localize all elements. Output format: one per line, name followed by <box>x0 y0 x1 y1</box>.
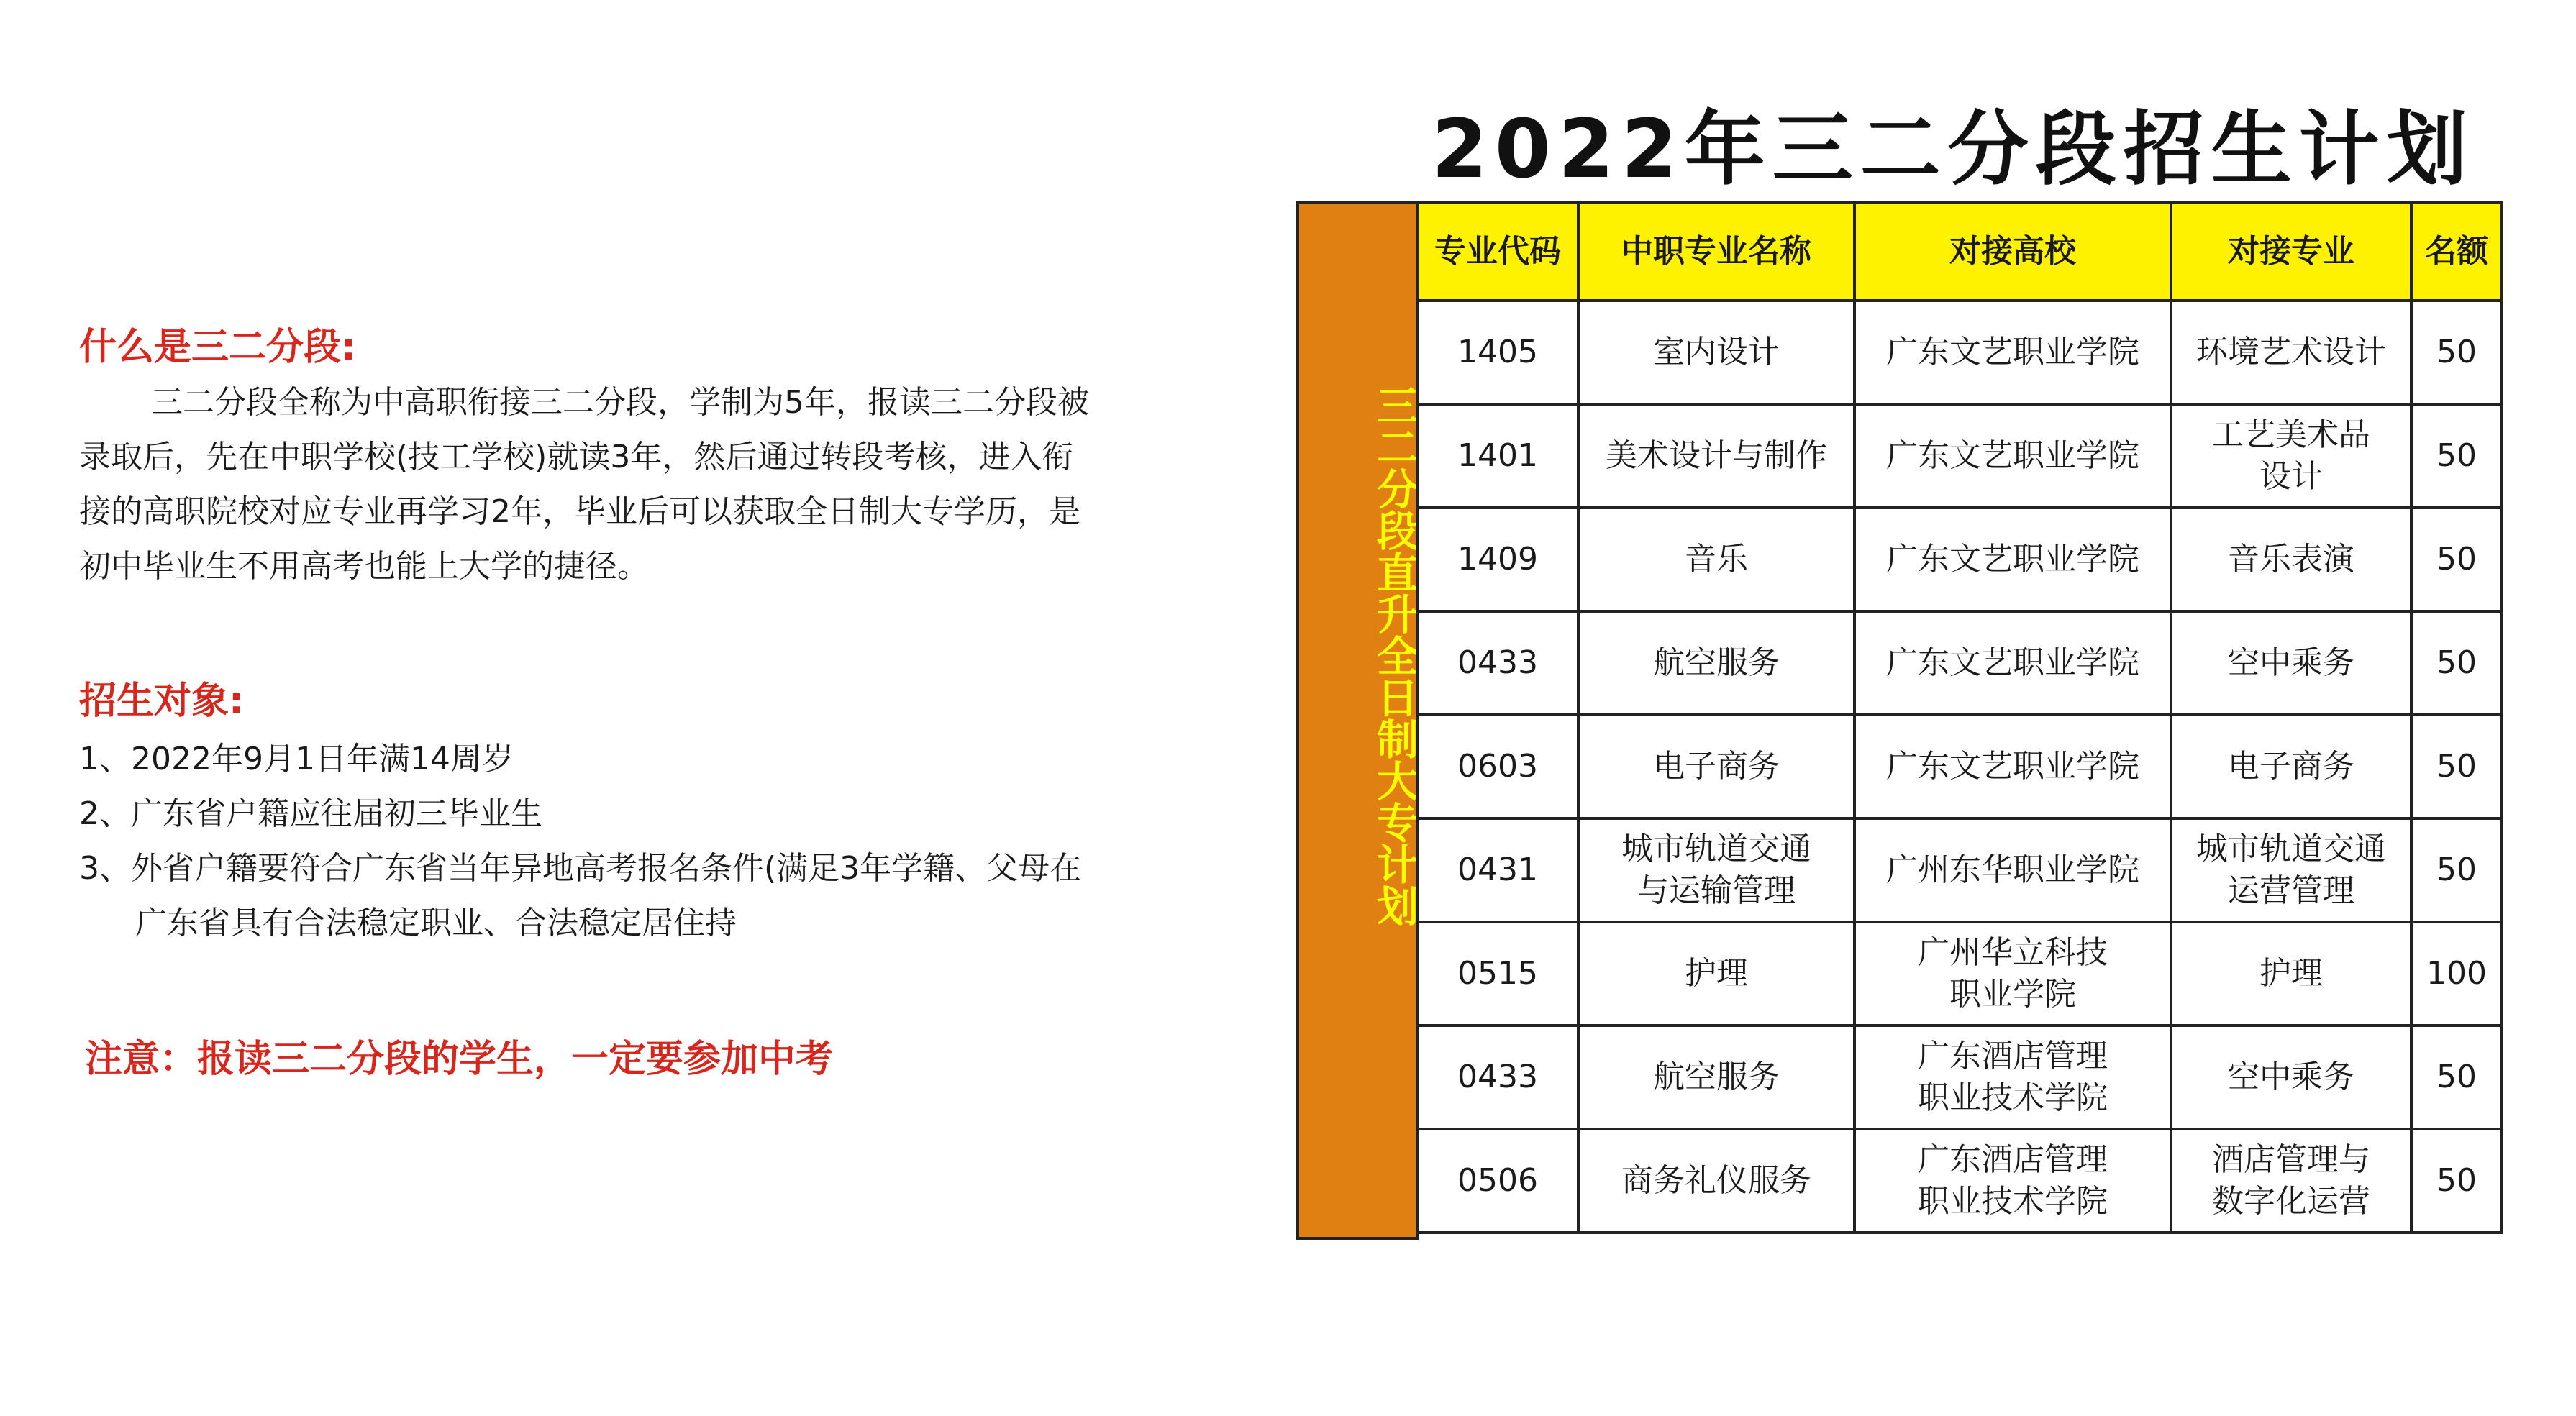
cell-quota: 50 <box>2411 1129 2502 1233</box>
cell-target-major <box>2171 611 2411 715</box>
cell-major-line: 航空服务 <box>1653 1059 1780 1095</box>
cell-college <box>1854 404 2171 508</box>
cell-code: 0431 <box>1417 818 1578 922</box>
side-label-text: 三二分段直升全日制大专计划 <box>1370 384 1419 926</box>
cell-quota: 50 <box>2411 1026 2502 1129</box>
cell-target-major-line: 设计 <box>2259 458 2323 495</box>
cell-quota: 100 <box>2411 922 2502 1026</box>
header-major: 中职专业名称 <box>1578 203 1854 301</box>
cell-code: 1405 <box>1417 301 1578 404</box>
intro-paragraph <box>79 375 1230 594</box>
cell-major <box>1578 818 1854 922</box>
cell-code: 0515 <box>1417 922 1578 1026</box>
cell-target-major-line: 空中乘务 <box>2228 1059 2354 1095</box>
cell-target-major-line: 工艺美术品 <box>2212 416 2370 453</box>
cell-college-line: 职业技术学院 <box>1918 1079 2108 1116</box>
cell-target-major-line: 运营管理 <box>2228 872 2354 909</box>
side-label <box>1299 384 1421 926</box>
cell-code: 0603 <box>1417 715 1578 818</box>
cell-major <box>1578 404 1854 508</box>
cell-college-line: 广东文艺职业学院 <box>1886 541 2139 577</box>
cell-college-line: 广州华立科技 <box>1918 934 2108 971</box>
page-title: 2022年三二分段招生计划 <box>1432 103 2475 196</box>
cell-college <box>1854 715 2171 818</box>
cell-quota: 50 <box>2411 715 2502 818</box>
cell-college <box>1854 1026 2171 1129</box>
header-code: 专业代码 <box>1417 203 1578 301</box>
cell-target-major <box>2171 1026 2411 1129</box>
cell-college-line: 广东酒店管理 <box>1918 1141 2108 1178</box>
cell-major <box>1578 1026 1854 1129</box>
cell-target-major-line: 城市轨道交通 <box>2196 831 2386 867</box>
cell-target-major <box>2171 508 2411 611</box>
cell-major-line: 音乐 <box>1685 541 1748 577</box>
intro-line: 三二分段全称为中高职衔接三二分段，学制为5年，报读三二分段被 <box>151 384 1089 421</box>
cell-code: 0506 <box>1417 1129 1578 1233</box>
cell-major-line: 护理 <box>1685 955 1748 992</box>
cell-major <box>1578 715 1854 818</box>
cell-quota: 50 <box>2411 611 2502 715</box>
table-row <box>1417 1026 2502 1129</box>
cell-major-line: 商务礼仪服务 <box>1621 1162 1811 1199</box>
intro-line: 录取后，先在中职学校(技工学校)就读3年，然后通过转段考核，进入衔 <box>79 439 1074 475</box>
cell-college-line: 广东文艺职业学院 <box>1886 334 2139 370</box>
cell-college <box>1854 508 2171 611</box>
cell-major <box>1578 508 1854 611</box>
cell-major-line: 美术设计与制作 <box>1606 437 1827 474</box>
header-row <box>1417 203 2502 301</box>
audience-item: 3、外省户籍要符合广东省当年异地高考报名条件(满足3年学籍、父母在 <box>79 850 1082 887</box>
audience-item: 2、广东省户籍应往届初三毕业生 <box>79 795 542 832</box>
cell-quota: 50 <box>2411 301 2502 404</box>
cell-college <box>1854 301 2171 404</box>
header-college: 对接高校 <box>1854 203 2171 301</box>
enrollment-plan <box>1296 201 2499 1240</box>
cell-college <box>1854 1129 2171 1233</box>
plan-table <box>1416 201 2503 1234</box>
cell-major <box>1578 301 1854 404</box>
cell-target-major-line: 酒店管理与 <box>2212 1141 2370 1178</box>
cell-target-major-line: 电子商务 <box>2228 748 2354 785</box>
cell-college-line: 广东酒店管理 <box>1918 1038 2108 1074</box>
notice-text: 注意：报读三二分段的学生，一定要参加中考 <box>85 1038 834 1081</box>
header-target-major: 对接专业 <box>2171 203 2411 301</box>
cell-code: 1409 <box>1417 508 1578 611</box>
plan-table-body <box>1417 301 2502 1233</box>
cell-major <box>1578 1129 1854 1233</box>
cell-college <box>1854 922 2171 1026</box>
cell-college-line: 职业技术学院 <box>1918 1183 2108 1220</box>
cell-major <box>1578 611 1854 715</box>
cell-target-major <box>2171 1129 2411 1233</box>
audience-item: 1、2022年9月1日年满14周岁 <box>79 741 514 777</box>
table-row <box>1417 404 2502 508</box>
cell-target-major-line: 护理 <box>2259 955 2323 992</box>
audience-heading: 招生对象: <box>79 680 244 723</box>
cell-quota: 50 <box>2411 508 2502 611</box>
intro-line: 初中毕业生不用高考也能上大学的捷径。 <box>79 548 649 585</box>
audience-item-continuation: 广东省具有合法稳定职业、合法稳定居住持 <box>135 905 737 941</box>
table-row <box>1417 611 2502 715</box>
cell-major-line: 城市轨道交通 <box>1621 831 1811 867</box>
table-row <box>1417 818 2502 922</box>
cell-target-major <box>2171 404 2411 508</box>
intro-heading: 什么是三二分段: <box>79 326 356 369</box>
header-quota: 名额 <box>2411 203 2502 301</box>
cell-major-line: 室内设计 <box>1653 334 1780 370</box>
cell-college <box>1854 818 2171 922</box>
cell-college-line: 广州东华职业学院 <box>1886 851 2139 888</box>
cell-major <box>1578 922 1854 1026</box>
cell-college-line: 广东文艺职业学院 <box>1886 644 2139 681</box>
cell-code: 0433 <box>1417 1026 1578 1129</box>
cell-major-line: 电子商务 <box>1653 748 1780 785</box>
cell-major-line: 航空服务 <box>1653 644 1780 681</box>
side-band <box>1296 201 1419 1240</box>
cell-college <box>1854 611 2171 715</box>
cell-major-line: 与运输管理 <box>1637 872 1796 909</box>
cell-target-major <box>2171 301 2411 404</box>
table-row <box>1417 301 2502 404</box>
cell-target-major-line: 环境艺术设计 <box>2196 334 2386 370</box>
cell-target-major-line: 音乐表演 <box>2228 541 2354 577</box>
cell-target-major <box>2171 715 2411 818</box>
cell-target-major-line: 空中乘务 <box>2228 644 2354 681</box>
cell-college-line: 广东文艺职业学院 <box>1886 748 2139 785</box>
cell-target-major <box>2171 818 2411 922</box>
cell-quota: 50 <box>2411 818 2502 922</box>
cell-college-line: 广东文艺职业学院 <box>1886 437 2139 474</box>
table-row <box>1417 1129 2502 1233</box>
intro-line: 接的高职院校对应专业再学习2年，毕业后可以获取全日制大专学历，是 <box>79 493 1080 530</box>
cell-code: 1401 <box>1417 404 1578 508</box>
cell-code: 0433 <box>1417 611 1578 715</box>
cell-college-line: 职业学院 <box>1949 976 2076 1013</box>
table-row <box>1417 508 2502 611</box>
audience-list <box>79 732 1244 951</box>
cell-target-major <box>2171 922 2411 1026</box>
cell-target-major-line: 数字化运营 <box>2212 1183 2370 1220</box>
table-row <box>1417 922 2502 1026</box>
table-row <box>1417 715 2502 818</box>
cell-quota: 50 <box>2411 404 2502 508</box>
